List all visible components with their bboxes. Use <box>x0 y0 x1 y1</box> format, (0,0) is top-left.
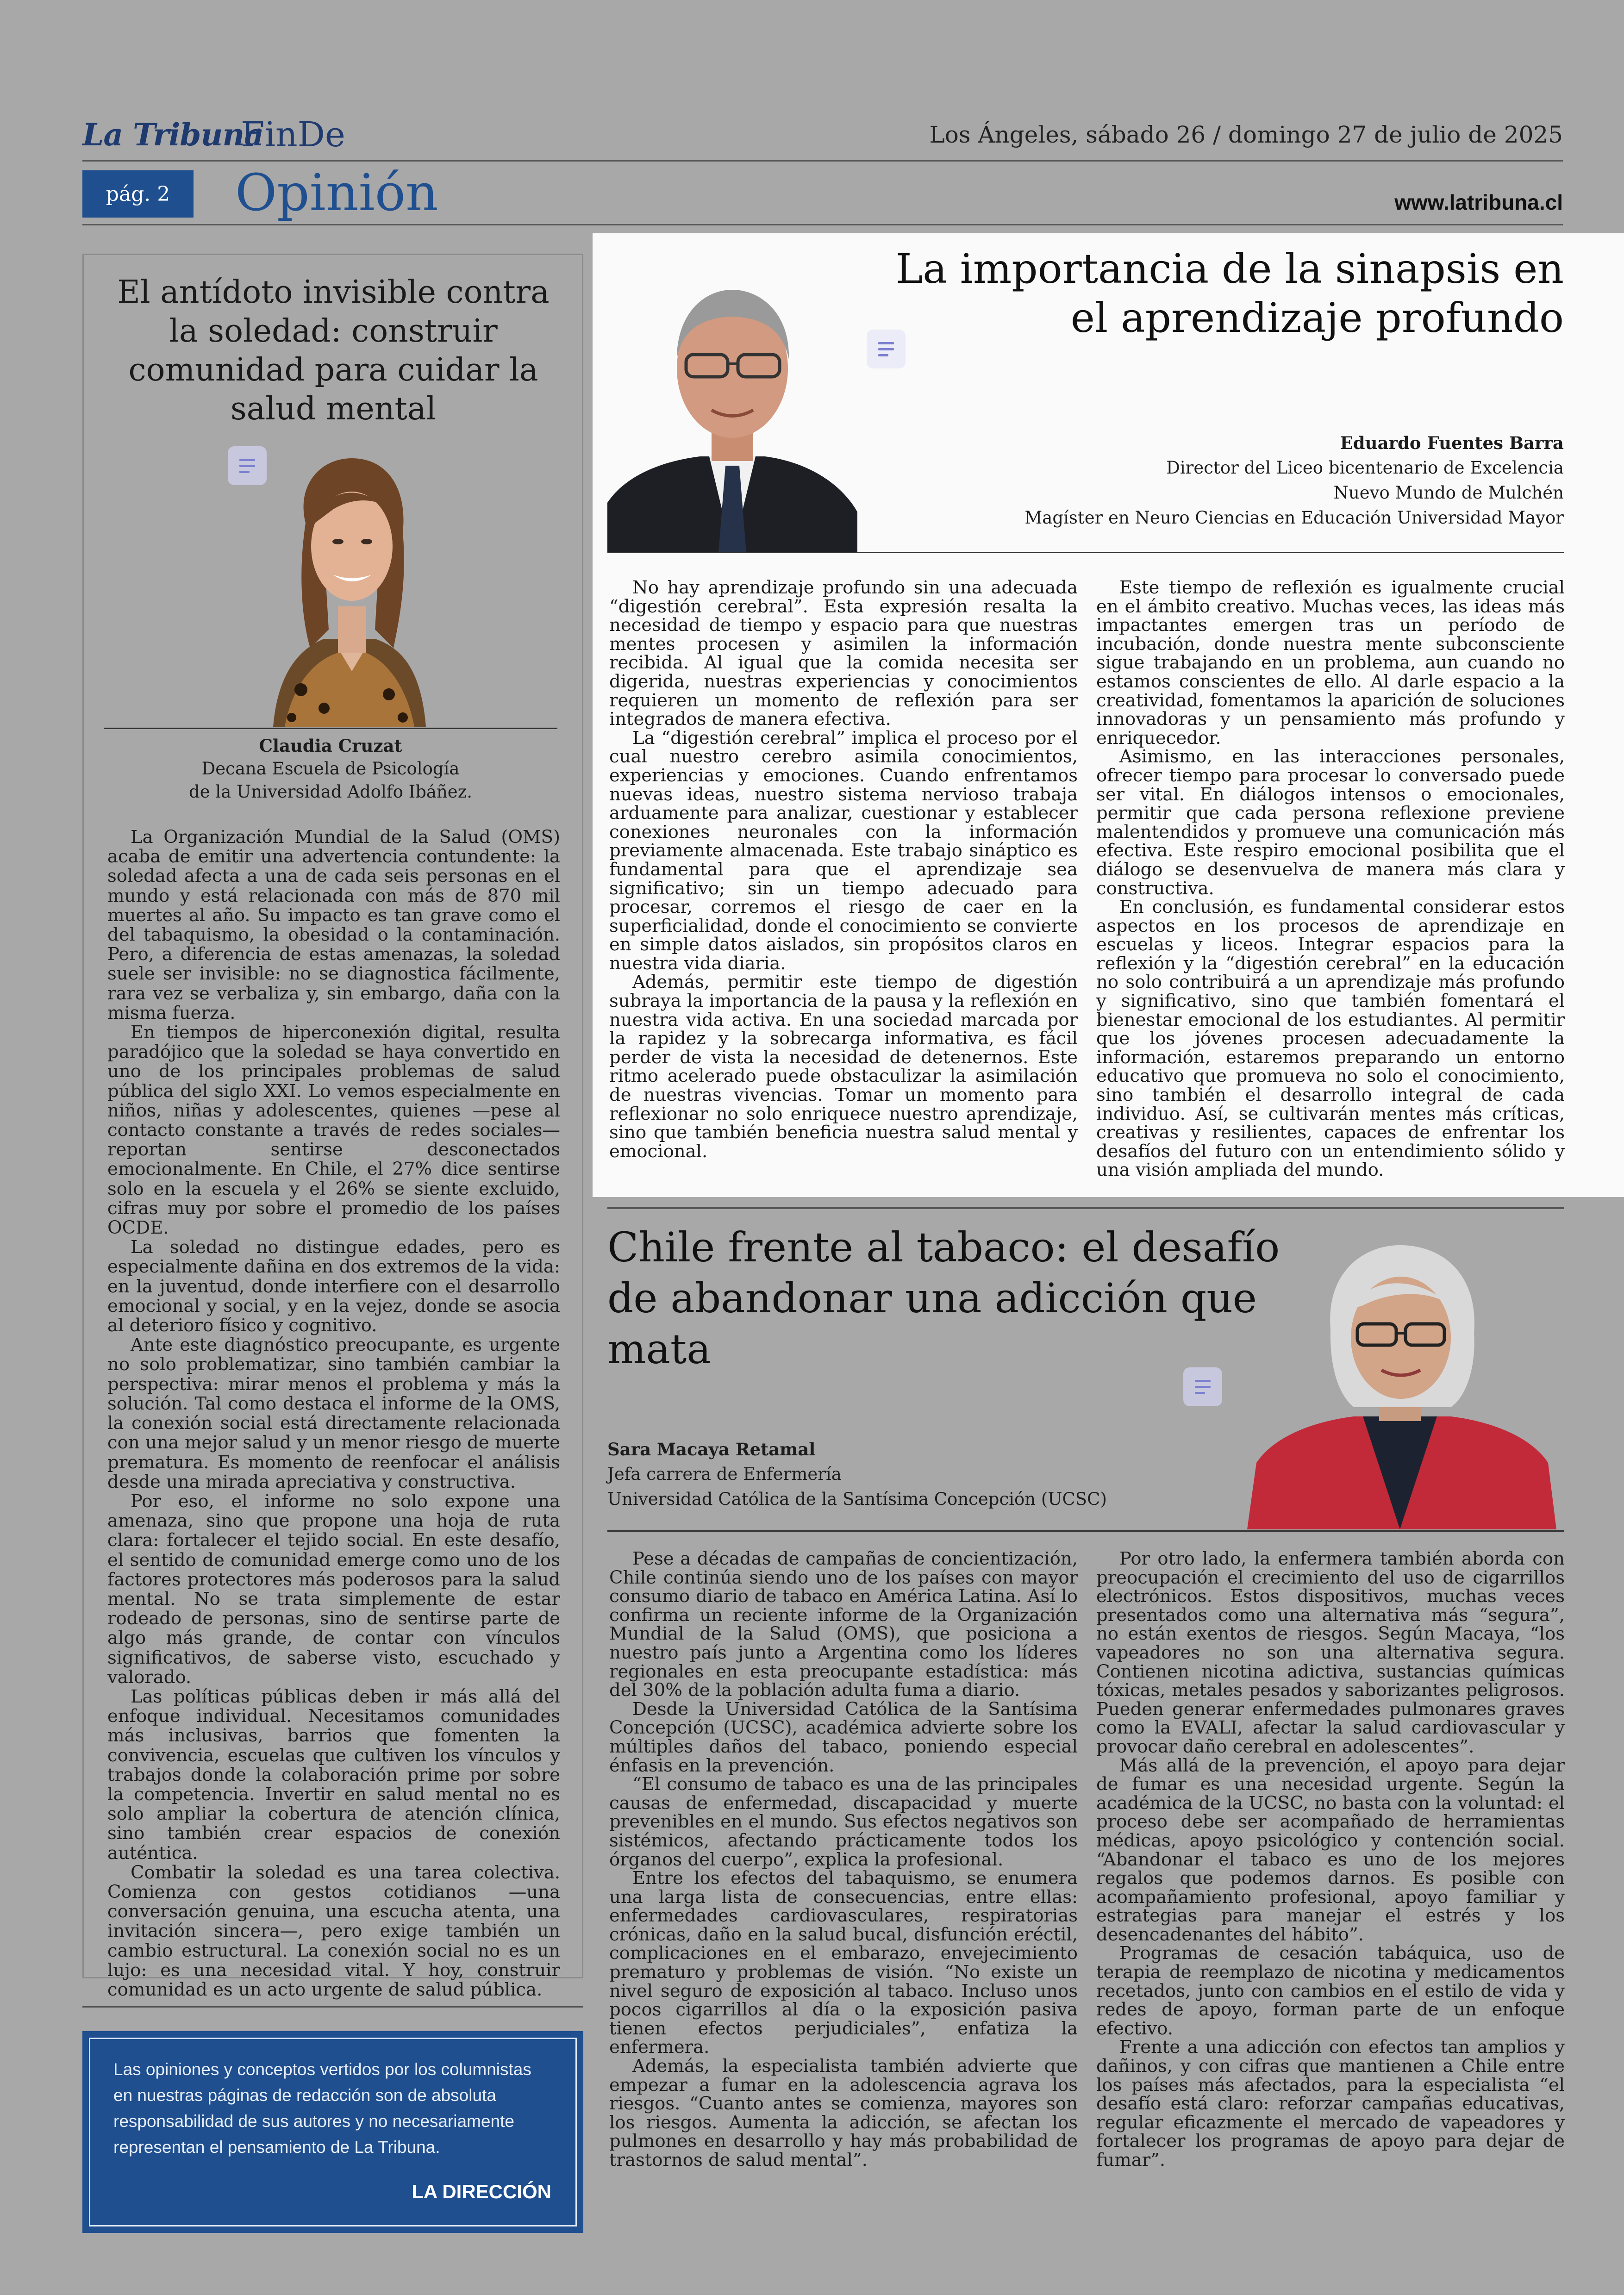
tabaco-article-title: Chile frente al tabaco: el desafío de abandonar una adicción que mata <box>607 1223 1280 1373</box>
author-name: Sara Macaya Retamal <box>607 1439 816 1459</box>
left-article-body <box>107 828 560 2000</box>
paragraph: Este tiempo de reflexión es igualmente crucial en el ámbito creativo. Muchas veces, las ideas más impactantes emergen tras un período de incubación, donde nuestra mente subconsciente sigue trabajando en un problema, aun cuando no estamos conscientes de ello. Al darle espacio a la creatividad, fomentamos la aparición de soluciones innovadoras y un pensamiento más profundo y enriquecedor. <box>1096 577 1565 748</box>
document-icon[interactable] <box>1183 1367 1222 1406</box>
paragraph: Programas de cesación tabáquica, uso de terapia de reemplazo de nicotina y medicamentos recetados, junto con cambios en el estilo de vida y redes de apoyo, forman parte de un enfoque efectivo. <box>1096 1943 1565 2039</box>
byline-rule <box>607 552 1564 553</box>
section-rule <box>82 224 1563 225</box>
feature-article-title: La importancia de la sinapsis en el aprendizaje profundo <box>895 245 1564 342</box>
author-role: Jefa carrera de Enfermería <box>607 1464 842 1484</box>
paragraph: Asimismo, en las interacciones personales, ofrecer tiempo para procesar lo conversado puede ser vital. En diálogos intensos o emocionales, permitir que cada persona reflexione previene malentendidos y promueve una comunicación más efectiva. Este respiro emocional posibilita que el diálogo se desenvuelva de manera más clara y constructiva. <box>1096 746 1565 899</box>
header-rule <box>82 160 1563 162</box>
paragraph: Ante este diagnóstico preocupante, es urgente no solo problematizar, sino también cambiar la perspectiva: mirar menos el problema y más la solución. Tal como destaca el informe de la OMS, la conexión social está directamente relacionada con una mejor salud y un menor riesgo de muerte prematura. Es momento de reenfocar el análisis desde una mirada apreciativa y constructiva. <box>107 1335 560 1492</box>
tabaco-column-1 <box>609 1550 1078 2170</box>
paragraph: Por eso, el informe no solo expone una amenaza, sino que propone una hoja de ruta clara: fortalecer el tejido social. En este desafío, el sentido de comunidad emerge como uno de los factores protectores más poderosos para la salud mental. No se trata simplemente de estar rodeado de personas, sino de sentirse parte de algo más grande, de contar con vínculos significativos, de saberse visto, escuchado y valorado. <box>107 1491 560 1688</box>
paragraph: La “digestión cerebral” implica el proceso por el cual nuestro cerebro asimila conocimientos, experiencias y emociones. Cuando enfrentamos nuevas ideas, nuestro sistema nervioso trabaja arduamente para analizar, cuestionar y establecer conexiones neuronales con la información previamente almacenada. Este trabajo sináptico es fundamental para que el aprendizaje sea significativo; sin un tiempo adecuado para procesar, corremos el riesgo de caer en la superficialidad, donde el conocimiento se convierte en simple datos aislados, sin propósitos claros en nuestra vida diaria. <box>609 727 1078 974</box>
author-photo-eduardo <box>607 262 857 553</box>
author-photo-sara <box>1247 1231 1556 1529</box>
page-number-badge <box>82 170 194 218</box>
paragraph: Entre los efectos del tabaquismo, se enumera una larga lista de consecuencias, entre ellas: enfermedades cardiovasculares, respiratorias crónicas, daño en la salud bucal, disfunción eréctil, complicaciones en el embarazo, envejecimiento prematuro y problemas de visión. “No existe un nivel seguro de exposición al tabaco. Incluso unos pocos cigarrillos al día o la exposición pasiva tienen efectos perjudiciales”, enfatiza la enfermera. <box>609 1868 1078 2058</box>
paragraph: Más allá de la prevención, el apoyo para dejar de fumar es una necesidad urgente. Según la académica de la UCSC, no basta con la voluntad: el proceso debe ser acompañado de herramientas médicas, apoyo psicológico y contención social. “Abandonar el tabaco es uno de los mejores regalos que podemos darnos. Es posible con acompañamiento profesional, apoyo familiar y estrategias para manejar el estrés y los desencadenantes del hábito”. <box>1096 1755 1565 1945</box>
paragraph: Las políticas públicas deben ir más allá del enfoque individual. Necesitamos comunidades más inclusivas, barrios que fomenten la convivencia, escuelas que cultiven los vínculos y trabajos donde la colaboración prime por sobre la competencia. Invertir en salud mental no es solo ampliar la cobertura de atención clínica, sino también crear espacios de conexión auténtica. <box>107 1686 560 1864</box>
paragraph: Desde la Universidad Católica de la Santísima Concepción (UCSC), académica advierte sobre los múltiples daños del tabaco, poniendo especial énfasis en la prevención. <box>609 1698 1078 1776</box>
paragraph: No hay aprendizaje profundo sin una adecuada “digestión cerebral”. Esta expresión resalta la necesidad de tiempo y espacio para que nuestras mentes procesen y asimilen la información recibida. Al igual que la comida necesita ser digerida, nuestras experiencias y conocimientos requieren un momento de reflexión para ser integrados de manera efectiva. <box>609 577 1078 730</box>
paragraph: Además, la especialista también advierte que empezar a fumar en la adolescencia agrava los riesgos. “Cuanto antes se comienza, mayores son los riesgos. Aumenta la adicción, se afectan los pulmones en desarrollo y hay más probabilidad de trastornos de salud mental”. <box>609 2056 1078 2170</box>
edition-name: FinDe <box>241 115 345 155</box>
left-article-title: El antídoto invisible contra la soledad: construir comunidad para cuidar la salud mental <box>117 274 550 427</box>
disclaimer-text: Las opiniones y conceptos vertidos por los columnistas en nuestras páginas de redacción son de absoluta responsabilidad de sus autores y no necesariamente representan el pensamiento de La Tribuna. <box>113 2060 531 2157</box>
author-institution: de la Universidad Adolfo Ibáñez. <box>189 782 472 802</box>
author-photo-claudia <box>204 430 491 727</box>
paragraph: Además, permitir este tiempo de digestión subraya la importancia de la pausa y la reflexión en nuestra vida activa. En una sociedad marcada por la rapidez y la sobrecarga informativa, es fácil perder de vista la necesidad de detenernos. Este ritmo acelerado puede obstaculizar la asimilación de nuestras vivencias. Tomar un momento para reflexionar no solo enriquece nuestro aprendizaje, sino que también beneficia nuestra salud mental y emocional. <box>609 972 1078 1162</box>
paragraph: La soledad no distingue edades, pero es especialmente dañina en dos extremos de la vida: en la juventud, donde interfiere con el desarrollo emocional y social, y en la vejez, donde se asocia al deterioro físico y cognitivo. <box>107 1237 560 1336</box>
issue-date: Los Ángeles, sábado 26 / domingo 27 de julio de 2025 <box>929 121 1563 148</box>
author-degree: Magíster en Neuro Ciencias en Educación Universidad Mayor <box>1024 508 1564 528</box>
website-link[interactable]: www.latribuna.cl <box>1394 190 1563 214</box>
author-institution: Nuevo Mundo de Mulchén <box>1333 483 1564 503</box>
author-role: Decana Escuela de Psicología <box>201 759 460 779</box>
byline-rule <box>607 1530 1564 1532</box>
byline-rule <box>104 728 557 729</box>
page-number: pág. 2 <box>106 182 170 206</box>
tabaco-article-byline <box>607 1437 1255 1512</box>
paragraph: En tiempos de hiperconexión digital, resulta paradójico que la soledad se haya convertido en uno de los principales problemas de salud pública del siglo XXI. Lo vemos especialmente en niños, niñas y adolescentes, quienes —pese al contacto constante a través de redes sociales— reportan sentirse desconectados emocionalmente. En Chile, el 27% dice sentirse solo en la escuela y el 26% se siente excluido, cifras muy por sobre el promedio de los países OCDE. <box>107 1022 560 1239</box>
feature-article-byline <box>921 430 1564 530</box>
author-name: Claudia Cruzat <box>259 736 402 756</box>
paragraph: “El consumo de tabaco es una de las principales causas de enfermedad, discapacidad y muerte prevenibles en el mundo. Sus efectos negativos son sistémicos, afectando prácticamente todos los órganos del cuerpo”, explica la profesional. <box>609 1774 1078 1870</box>
left-article-byline <box>104 734 557 804</box>
paragraph: Por otro lado, la enfermera también aborda con preocupación el crecimiento del uso de cigarrillos electrónicos. Estos dispositivos, muchas veces presentados como una alternativa más “segura”, no están exentos de riesgos. Según Macaya, “los vapeadores no son una alternativa segura. Contienen nicotina adictiva, sustancias químicas tóxicas, metales pesados y saborizantes peligrosos. Pueden generar enfermedades pulmonares graves como la EVALI, afectar la salud cardiovascular y provocar daño cerebral en adolescentes”. <box>1096 1548 1565 1757</box>
paragraph: La Organización Mundial de la Salud (OMS) acaba de emitir una advertencia contundente: la soledad afecta a una de cada seis personas en el mundo y está relacionada con más de 870 mil muertes al año. Su impacto es tan grave como el del tabaquismo, la obesidad o la contaminación. Pero, a diferencia de estas amenazas, la soledad suele ser invisible: no se diagnostica fácilmente, rara vez se verbaliza y, sin embargo, daña con la misma fuerza. <box>107 827 560 1023</box>
editorial-disclaimer <box>82 2031 583 2233</box>
column-end-rule <box>82 2006 583 2008</box>
paragraph: Pese a décadas de campañas de concientización, Chile continúa siendo uno de los países con mayor consumo diario de tabaco en América Latina. Así lo confirma un reciente informe de la Organización Mundial de la Salud (OMS), que posiciona a nuestro país junto a Argentina como los líderes regionales en esta preocupante estadística: más del 30% de la población adulta fuma a diario. <box>609 1548 1078 1701</box>
newspaper-logo: La Tribuna <box>82 117 264 153</box>
paragraph: Frente a una adicción con efectos tan amplios y dañinos, y con cifras que mantienen a Chile entre los países más afectados, para la especialista “el desafío está claro: reforzar campañas educativas, regular eficazmente el mercado de vapeadores y fortalecer los programas de apoyo para dejar de fumar”. <box>1096 2037 1565 2170</box>
author-role: Director del Liceo bicentenario de Excelencia <box>1166 458 1564 478</box>
paragraph: Combatir la soledad es una tarea colectiva. Comienza con gestos cotidianos —una conversación genuina, una escucha atenta, una invitación sincera—, pero exige también un cambio estructural. La conexión social no es un lujo: es una necesidad vital. Y hoy, construir comunidad es un acto urgente de salud pública. <box>107 1862 560 2000</box>
disclaimer-signature: LA DIRECCIÓN <box>412 2181 551 2202</box>
article-separator <box>607 1207 1564 1209</box>
feature-column-1 <box>609 579 1078 1161</box>
feature-column-2 <box>1096 579 1565 1180</box>
section-title: Opinión <box>235 163 438 222</box>
author-name: Eduardo Fuentes Barra <box>1340 433 1564 453</box>
author-institution: Universidad Católica de la Santísima Concepción (UCSC) <box>607 1489 1107 1509</box>
paragraph: En conclusión, es fundamental considerar estos aspectos en los procesos de aprendizaje en escuelas y liceos. Integrar espacios para la reflexión y la “digestión cerebral” en la educación no solo contribuirá a un aprendizaje más profundo y significativo, sino que también fomentará el bienestar emocional de los estudiantes. Al permitir que los jóvenes procesen adecuadamente la información, estaremos preparando un entorno educativo que promueva no solo el conocimiento, sino también el desarrollo integral de cada individuo. Así, se cultivarán mentes más críticas, creativas y resilientes, capaces de enfrentar los desafíos del futuro con un entendimiento sólido y una visión ampliada del mundo. <box>1096 897 1565 1181</box>
tabaco-column-2 <box>1096 1550 1565 2170</box>
